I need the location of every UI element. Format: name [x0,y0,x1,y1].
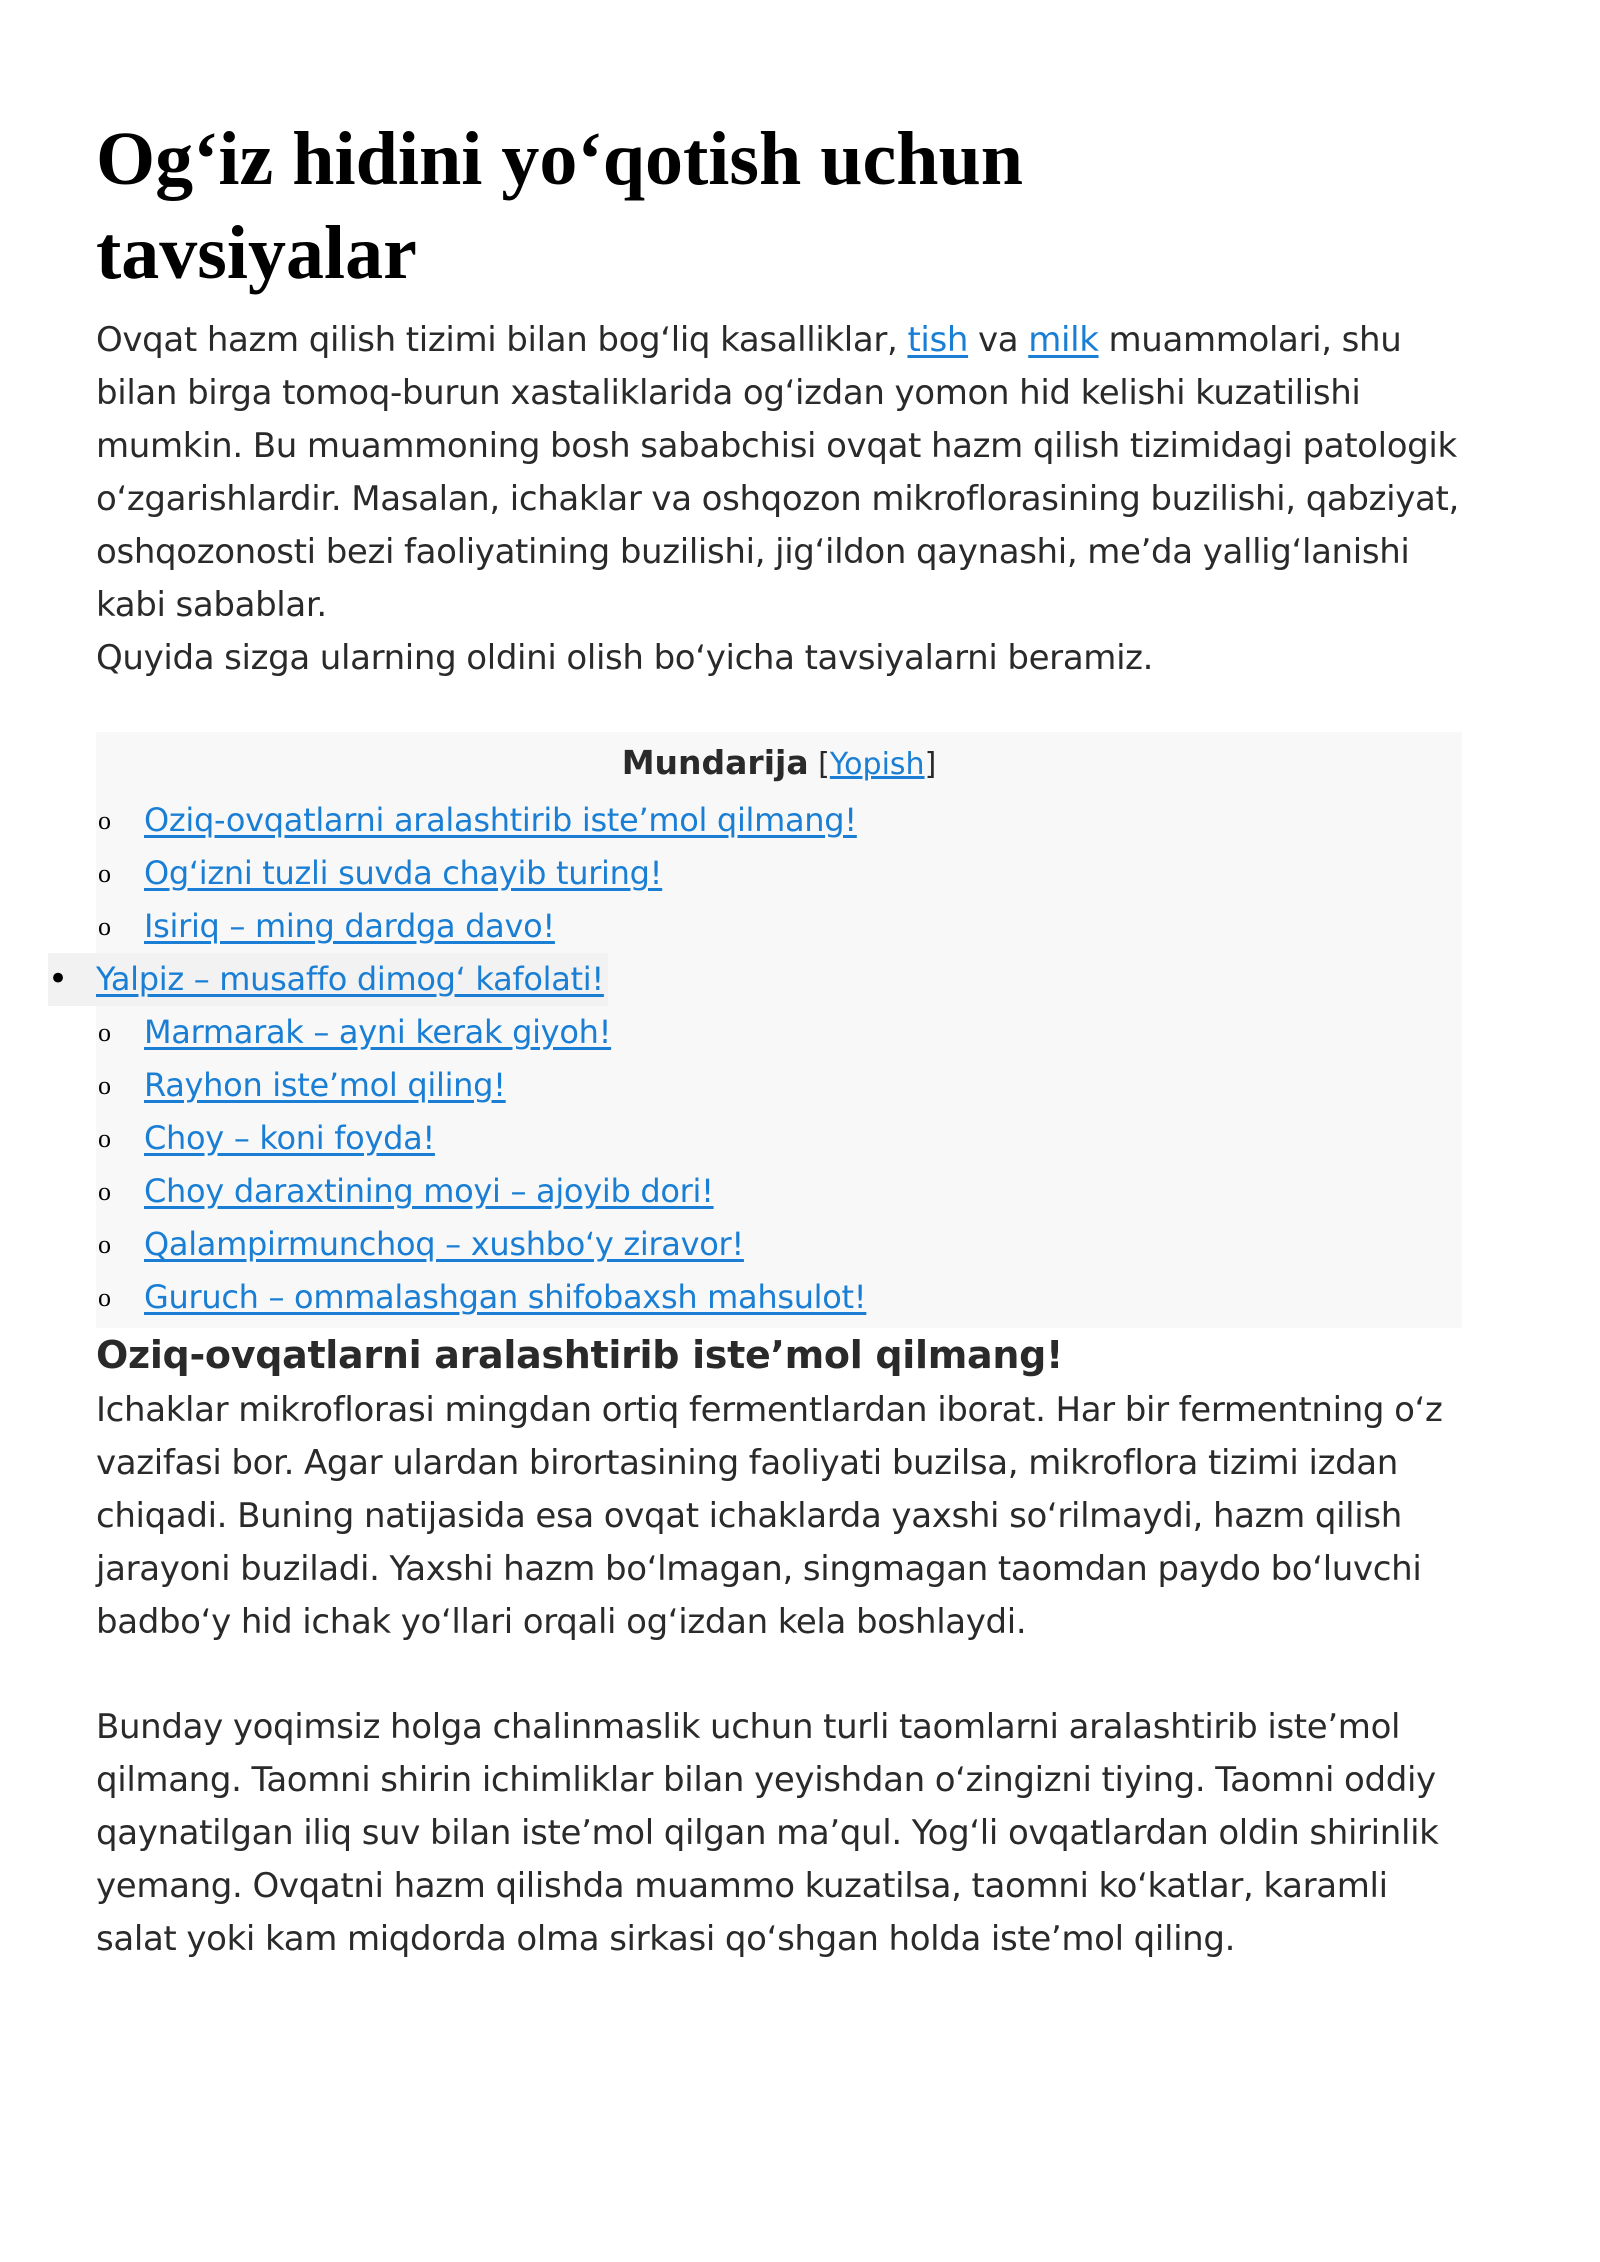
toc-item [48,953,608,1006]
toc-item [96,1218,1462,1271]
article [48,112,1462,1966]
toc-item [96,1165,1462,1218]
page-title: Og‘iz hidini yo‘qotish uchun tavsiyalar [96,117,1024,295]
toc-link[interactable]: Og‘izni tuzli suvda chayib turing! [144,854,663,892]
milk-link[interactable]: milk [1028,320,1099,360]
toc-bracket-close: ] [924,747,937,782]
toc-link[interactable]: Guruch – ommalashgan shifobaxsh mahsulot! [144,1278,867,1316]
intro-text-1: Ovqat hazm qilish tizimi bilan bog‘liq kasalliklar, [96,320,908,360]
toc-link[interactable]: Choy daraxtining moyi – ajoyib dori! [144,1172,714,1210]
toc-link[interactable]: Marmarak – ayni kerak giyoh! [144,1013,612,1051]
circle-bullet-icon: o [98,1071,111,1100]
toc-list [48,794,1462,1324]
toc-link[interactable]: Yalpiz – musaffo dimog‘ kafolati! [96,960,604,998]
toc-link[interactable]: Choy – koni foyda! [144,1119,435,1157]
toc-link[interactable]: Rayhon iste’mol qiling! [144,1066,506,1104]
section-paragraph: Bunday yoqimsiz holga chalinmaslik uchun turli taomlarni aralashtirib iste’mol qilmang. Taomni shirin ichimliklar bilan yeyishdan o‘zingizni tiying. Taomni oddiy qaynatilgan iliq suv bilan iste’mol qilgan ma’qul. Yog‘li ovqatlardan oldin shirinlik yemang. Ovqatni hazm qilishda muammo kuzatilsa, taomni ko‘katlar, karamli salat yoki kam miqdorda olma sirkasi qo‘shgan holda iste’mol qiling. [96,1707,1439,1959]
toc-header [96,740,1462,788]
circle-bullet-icon: o [98,1283,111,1312]
intro-text-2: va [968,320,1029,360]
circle-bullet-icon: o [98,1230,111,1259]
toc-item [96,900,1462,953]
circle-bullet-icon: o [98,1177,111,1206]
toc-item [96,1112,1462,1165]
tish-link[interactable]: tish [907,320,969,360]
toc-item [96,1271,1462,1324]
toc-link[interactable]: Oziq-ovqatlarni aralashtirib iste’mol qilmang! [144,801,857,839]
circle-bullet-icon: o [98,859,111,888]
paragraph-spacer [96,1649,1462,1701]
toc-item [96,1006,1462,1059]
intro-paragraph [96,314,1462,685]
toc-hide-toggle[interactable]: Yopish [829,747,925,782]
toc-link[interactable]: Qalampirmunchoq – xushbo‘y ziravor! [144,1225,744,1263]
toc-toggle-wrapper [809,747,937,782]
section-paragraph: Ichaklar mikroflorasi mingdan ortiq fermentlardan iborat. Har bir fermentning o‘z vazifasi bor. Agar ulardan birortasining faoliyati buzilsa, mikroflora tizimi izdan chiqadi. Buning natijasida esa ovqat ichaklarda yaxshi so‘rilmaydi, hazm qilish jarayoni buziladi. Yaxshi hazm bo‘lmagan, singmagan taomdan paydo bo‘luvchi badbo‘y hid ichak yo‘llari orqali og‘izdan kela boshlaydi. [96,1390,1443,1642]
circle-bullet-icon: o [98,1124,111,1153]
toc-item [96,794,1462,847]
toc-bracket-open: [ [808,747,830,782]
section-heading: Oziq-ovqatlarni aralashtirib iste’mol qilmang! [96,1333,1064,1377]
intro-text-4: Quyida sizga ularning oldini olish bo‘yicha tavsiyalarni beramiz. [96,638,1154,678]
toc-item [96,1059,1462,1112]
intro-text-3: muammolari, shu bilan birga tomoq-burun xastaliklarida og‘izdan yomon hid kelishi kuzatilishi mumkin. Bu muammoning bosh sababchisi ovqat hazm qilish tizimidagi patologik o‘zgarishlardir. Masalan, ichaklar va oshqozon mikroflorasining buzilishi, qabziyat, oshqozonosti bezi faoliyatining buzilishi, jig‘ildon qaynashi, me’da yallig‘lanishi kabi sabablar. [96,320,1459,625]
toc-item [96,847,1462,900]
circle-bullet-icon: o [98,912,111,941]
circle-bullet-icon: o [98,1018,111,1047]
table-of-contents [48,732,1462,1328]
toc-title: Mundarija [621,743,809,782]
circle-bullet-icon: o [98,806,111,835]
toc-link[interactable]: Isiriq – ming dardga davo! [144,907,555,945]
dot-bullet-icon: • [48,959,68,999]
